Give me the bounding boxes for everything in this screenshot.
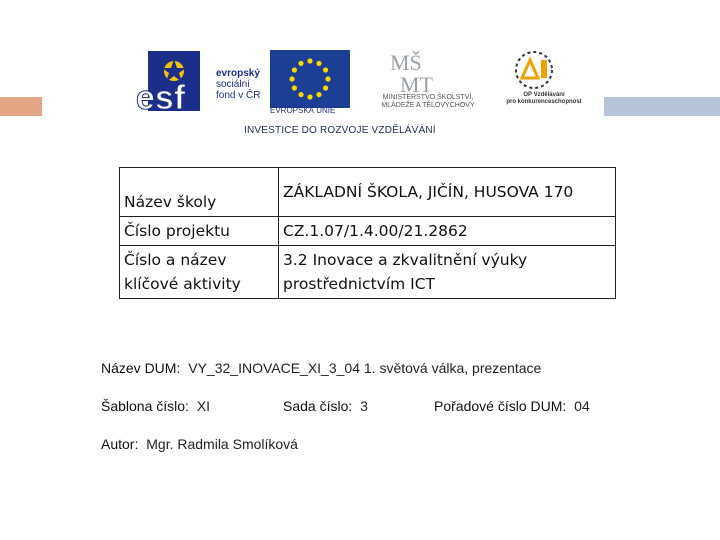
author-label: Autor: bbox=[101, 436, 139, 452]
template-value: XI bbox=[196, 398, 211, 414]
label-key-activity: Číslo a název klíčové aktivity bbox=[120, 246, 279, 299]
investment-slogan: INVESTICE DO ROZVOJE VZDĚLÁVÁNÍ bbox=[244, 125, 436, 136]
value-key-activity: 3.2 Inovace a zkvalitnění výuky prostřednictvím ICT bbox=[279, 246, 616, 299]
eu-star-icon bbox=[292, 85, 297, 90]
eu-star-icon bbox=[316, 92, 321, 97]
author-value: Mgr. Radmila Smolíková bbox=[146, 436, 298, 452]
dum-line bbox=[101, 360, 541, 376]
esf-text: evropský sociální fond v ČR bbox=[216, 68, 261, 101]
label-school-name: Název školy bbox=[120, 168, 279, 217]
table-row bbox=[120, 168, 616, 217]
eu-star-icon bbox=[298, 92, 303, 97]
template-label: Šablona číslo: bbox=[101, 398, 189, 414]
set-value: 3 bbox=[360, 398, 368, 414]
opvk-logo bbox=[508, 48, 560, 94]
eu-star-icon bbox=[325, 76, 330, 81]
label-project-number: Číslo projektu bbox=[120, 217, 279, 246]
set-line bbox=[283, 398, 368, 414]
order-line bbox=[434, 398, 590, 414]
author-line bbox=[101, 436, 298, 452]
eu-star-icon bbox=[292, 67, 297, 72]
eu-star-icon bbox=[307, 94, 312, 99]
template-line bbox=[101, 398, 210, 414]
eu-star-icon bbox=[323, 67, 328, 72]
svg-text:MŠ: MŠ bbox=[390, 50, 422, 75]
table-row bbox=[120, 246, 616, 299]
opvk-caption: OP Vzdělávání pro konkurenceschopnost bbox=[506, 92, 582, 105]
value-project-number: CZ.1.07/1.4.00/21.2862 bbox=[279, 217, 616, 246]
set-label: Sada číslo: bbox=[283, 398, 353, 414]
msmt-caption: MINISTERSTVO ŠKOLSTVÍ, MLÁDEŽE A TĚLOVÝCHOVY bbox=[381, 94, 475, 109]
eu-star-icon bbox=[323, 85, 328, 90]
dum-value: VY_32_INOVACE_XI_3_04 1. světová válka, prezentace bbox=[188, 360, 542, 376]
svg-text:MT: MT bbox=[400, 72, 433, 96]
value-school-name: ZÁKLADNÍ ŠKOLA, JIČÍN, HUSOVA 170 bbox=[279, 168, 616, 217]
order-label: Pořadové číslo DUM: bbox=[434, 398, 567, 414]
logo-strip bbox=[134, 44, 582, 139]
eu-star-icon bbox=[298, 61, 303, 66]
eu-star-icon bbox=[307, 58, 312, 63]
msmt-logo bbox=[386, 50, 450, 96]
accent-bar-right bbox=[604, 97, 720, 116]
eu-flag-icon bbox=[270, 50, 350, 108]
svg-text:esf: esf bbox=[136, 79, 186, 115]
order-value: 04 bbox=[574, 398, 590, 414]
school-info-table bbox=[119, 167, 616, 299]
accent-bar-left bbox=[0, 97, 42, 116]
eu-label: EVROPSKÁ UNIE bbox=[270, 106, 336, 115]
eu-star-icon bbox=[316, 61, 321, 66]
eu-star-icon bbox=[289, 76, 294, 81]
dum-label: Název DUM: bbox=[101, 360, 181, 376]
table-row bbox=[120, 217, 616, 246]
